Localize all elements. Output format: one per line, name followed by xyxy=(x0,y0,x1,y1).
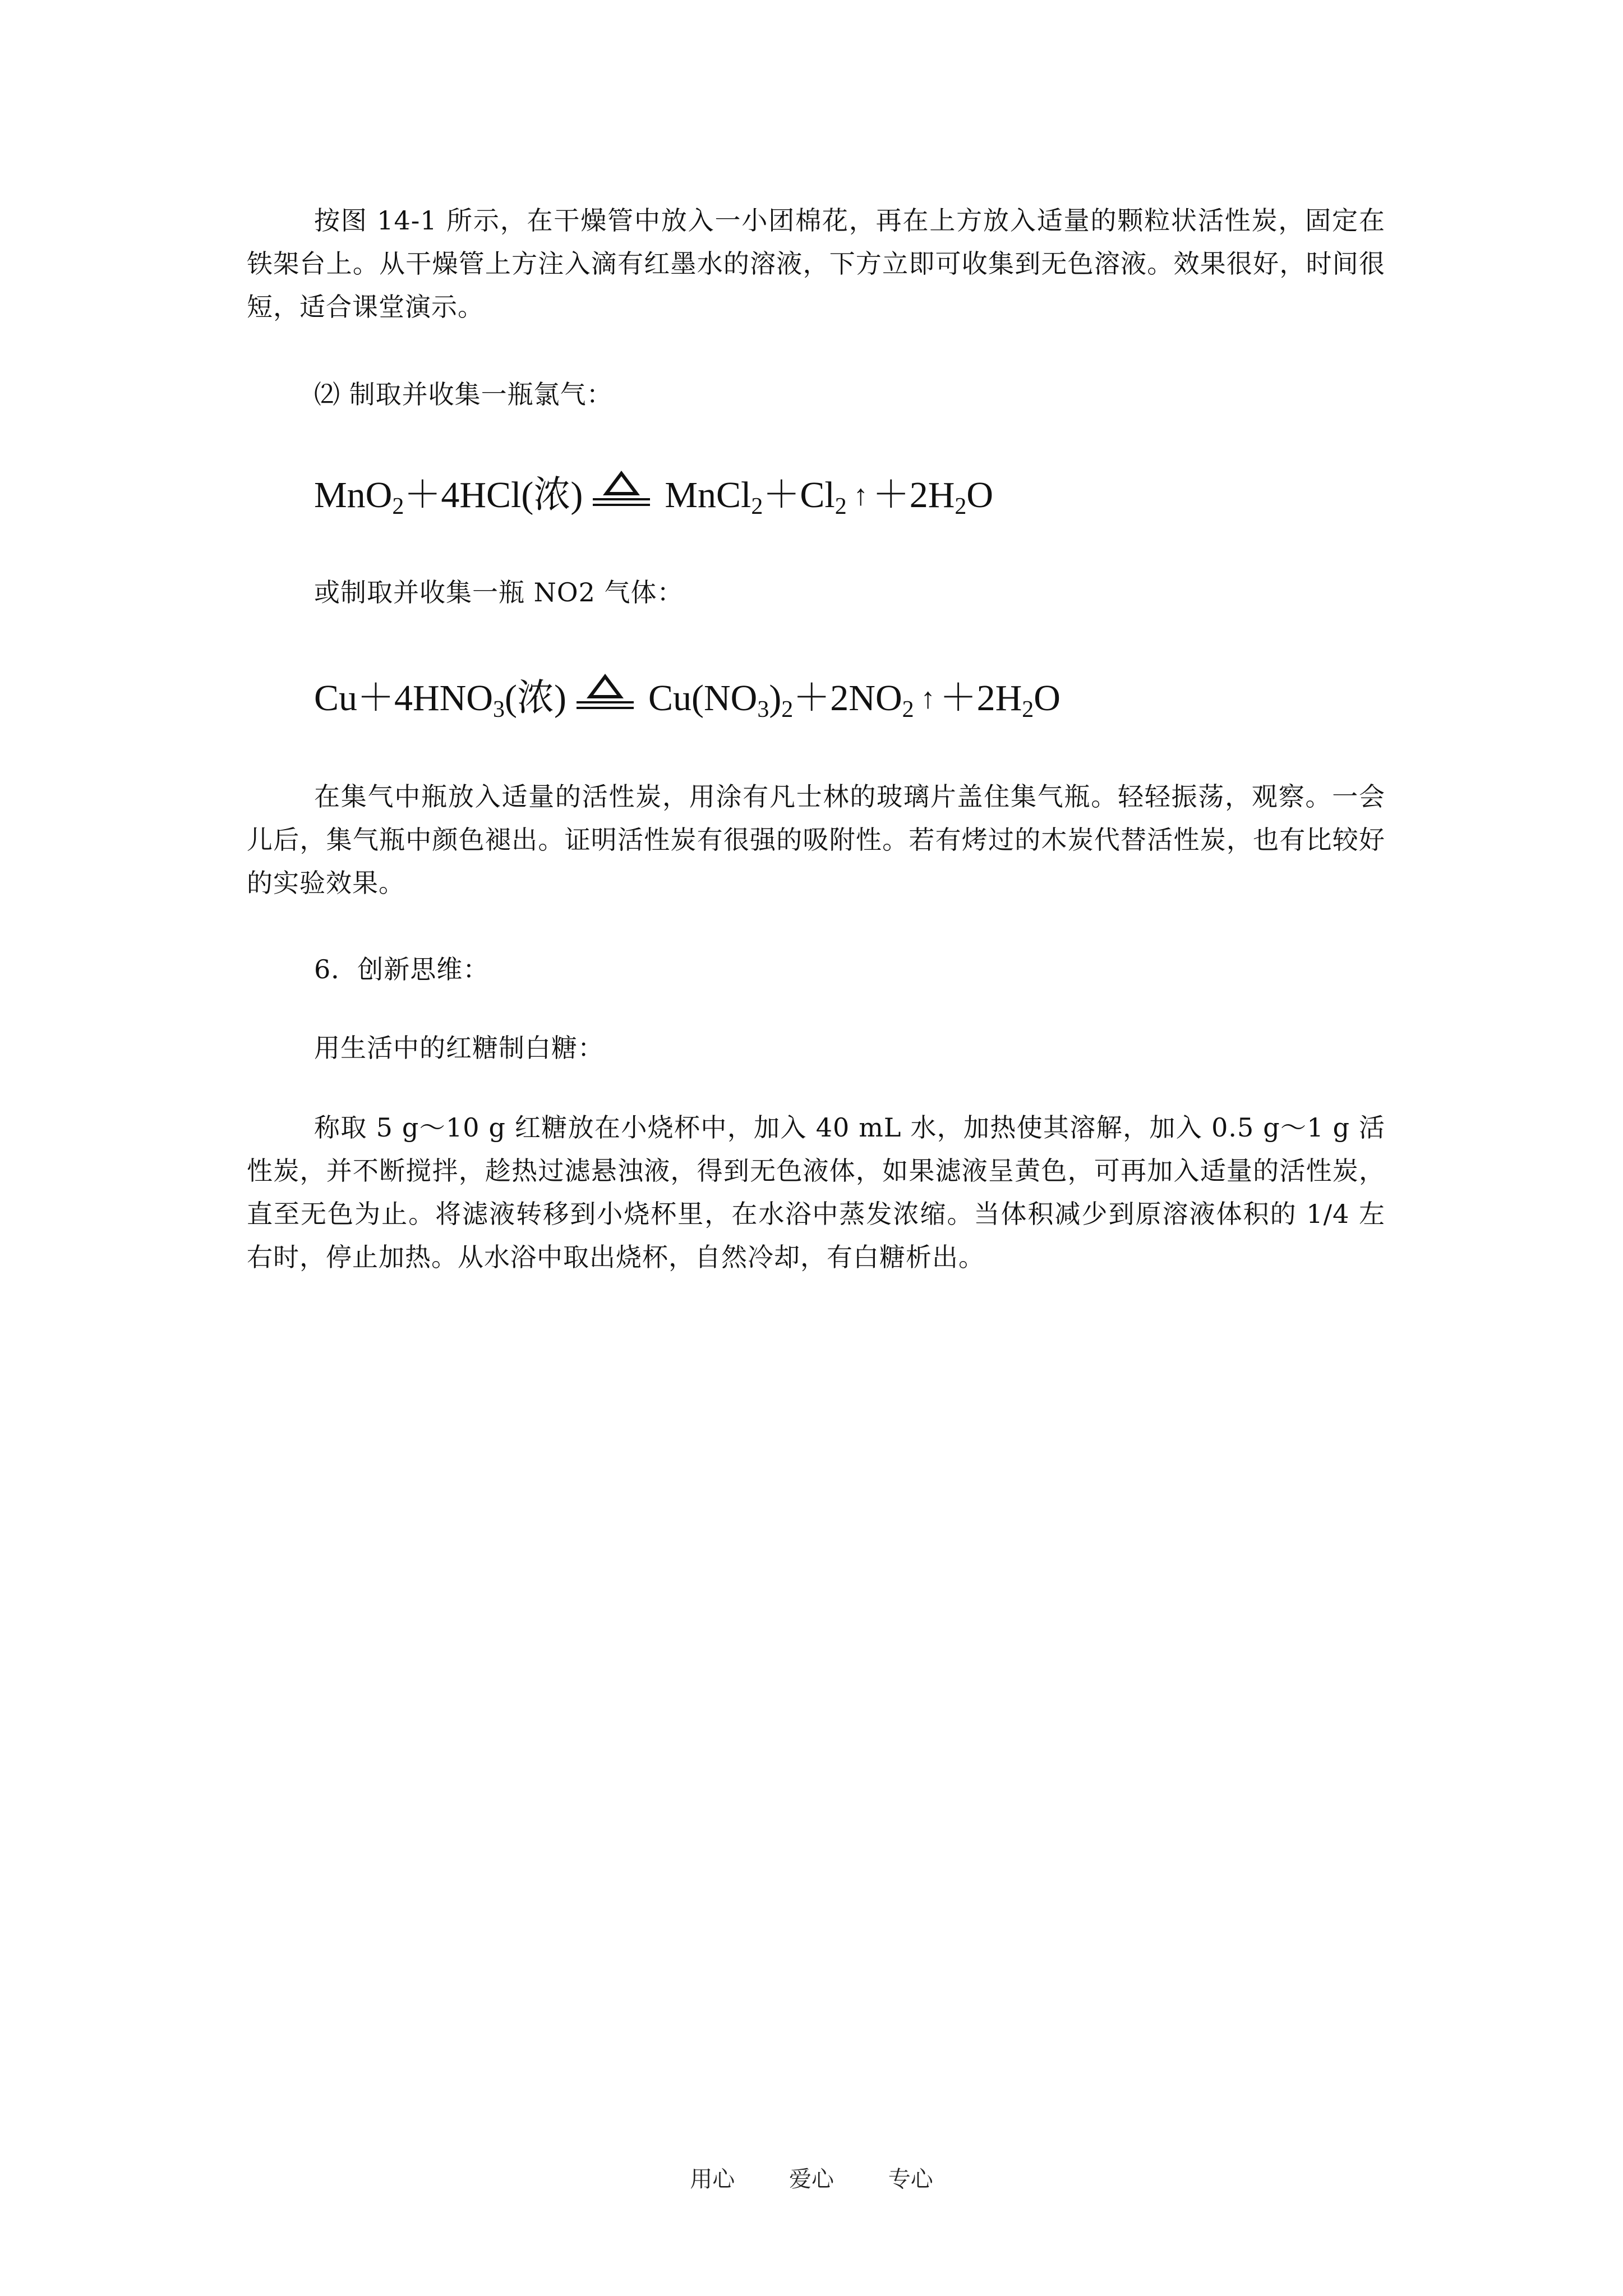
eq1-product2-sub: 2 xyxy=(834,494,847,519)
eq2-product2-sub: 2 xyxy=(902,697,914,723)
eq2-reactant-sub: 3 xyxy=(493,697,505,723)
eq1-reactant2: ＋4HCl(浓) xyxy=(404,475,583,516)
heat-condition-icon xyxy=(591,470,652,515)
eq2-product1-close: ) xyxy=(769,678,782,719)
eq1-reactant: MnO xyxy=(314,475,393,516)
eq1-product2: ＋Cl xyxy=(763,475,835,516)
footer-item-2: 爱心 xyxy=(789,2166,834,2192)
paragraph-adsorption-experiment: 在集气中瓶放入适量的活性炭，用涂有凡士林的玻璃片盖住集气瓶。轻轻振荡，观察。一会儿后，集气瓶中颜色褪出。证明活性炭有很强的吸附性。若有烤过的木炭代替活性炭，也有比较好的实验效果。 xyxy=(247,781,1385,898)
eq2-product1-sub: 3 xyxy=(757,697,769,723)
paragraph-sugar-procedure: 称取 5 g～10 g 红糖放在小烧杯中，加入 40 mL 水，加热使其溶解，加入 0.5 g～1 g 活性炭，并不断搅拌，趁热过滤悬浊液，得到无色液体，如果滤液呈黄色，可再加入适量的活性炭，直至无色为止。将滤液转移到小烧杯里，在水浴中蒸发浓缩。当体积减少到原溶液体积的 1/4 左右时，停止加热。从水浴中取出烧杯，自然冷却，有白糖析出。 xyxy=(247,1112,1385,1272)
paragraph-no2-heading: 或制取并收集一瓶 NO2 气体： xyxy=(314,577,684,608)
eq2-product1: Cu(NO xyxy=(648,678,758,719)
gas-up-arrow-icon: ↑ xyxy=(853,480,868,512)
paragraph-sugar-heading: 用生活中的红糖制白糖： xyxy=(314,1033,604,1063)
heat-condition-icon xyxy=(574,673,636,718)
eq1-product3-tail: O xyxy=(966,475,994,516)
eq1-product1: MnCl xyxy=(665,475,751,516)
eq1-product1-sub: 2 xyxy=(751,494,763,519)
footer-item-1: 用心 xyxy=(690,2166,735,2192)
section-heading-innovative-thinking: 6．创新思维： xyxy=(314,954,490,984)
page-footer xyxy=(0,2162,1623,2196)
eq2-reactant-note: (浓) xyxy=(505,678,566,719)
eq1-product3-sub: 2 xyxy=(955,494,967,519)
equation-chlorine xyxy=(314,470,993,518)
footer-item-3: 专心 xyxy=(888,2166,933,2192)
eq2-product1-sub2: 2 xyxy=(781,697,794,723)
paragraph-chlorine-heading: ⑵ 制取并收集一瓶氯气： xyxy=(314,379,613,409)
eq1-product3: ＋2H xyxy=(872,475,955,516)
equation-nitrogen-dioxide xyxy=(314,673,1061,721)
eq2-reactant: Cu＋4HNO xyxy=(314,678,494,719)
eq2-product3: ＋2H xyxy=(939,678,1022,719)
eq2-product2: ＋2NO xyxy=(793,678,902,719)
eq1-reactant-sub: 2 xyxy=(392,494,404,519)
eq2-product3-tail: O xyxy=(1034,678,1061,719)
eq2-product3-sub: 2 xyxy=(1022,697,1034,723)
gas-up-arrow-icon: ↑ xyxy=(920,683,935,715)
paragraph-activated-carbon-demo: 按图 14-1 所示，在干燥管中放入一小团棉花，再在上方放入适量的颗粒状活性炭，固定在铁架台上。从干燥管上方注入滴有红墨水的溶液，下方立即可收集到无色溶液。效果很好，时间很短，适合课堂演示。 xyxy=(247,205,1385,322)
